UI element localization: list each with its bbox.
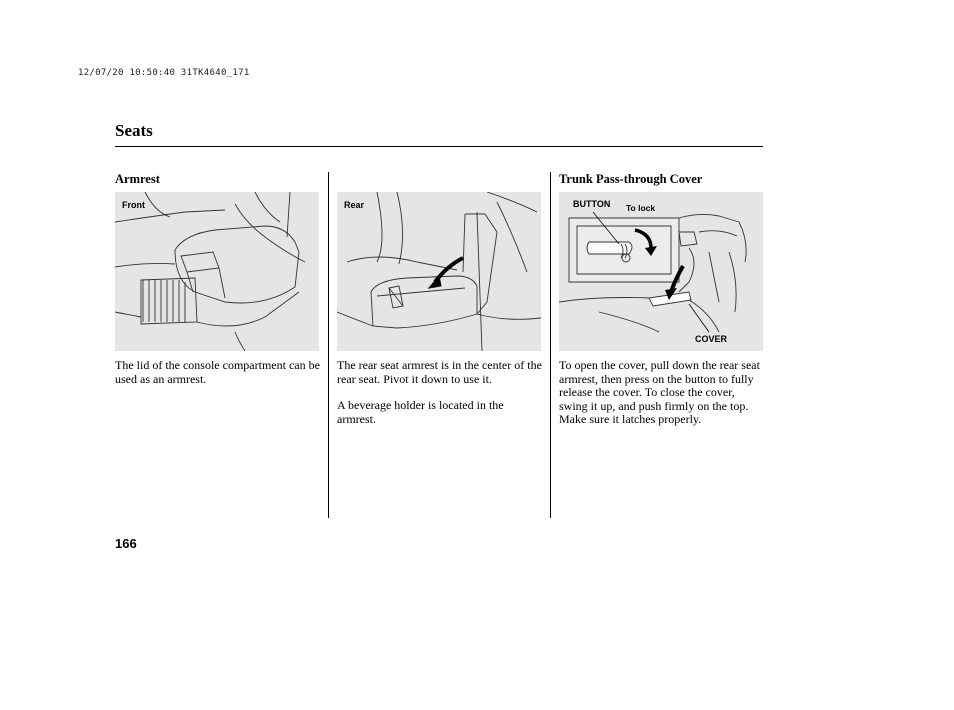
figure-label-front: Front <box>122 200 145 210</box>
column-divider-1 <box>328 172 329 518</box>
figure-label-cover: COVER <box>695 334 728 344</box>
rear-armrest-illustration <box>337 192 541 351</box>
front-armrest-drawing <box>115 192 319 351</box>
figure-label-to-lock: To lock <box>626 203 656 213</box>
armrest-heading: Armrest <box>115 172 160 186</box>
trunk-cover-description <box>559 359 765 427</box>
title-rule <box>115 146 763 147</box>
trunk-cover-paragraph: To open the cover, pull down the rear seat armrest, then press on the button to fully release the cover. To close the cover, swing it up, and push firmly on the top. Make sure it latches properly. <box>559 358 760 426</box>
figure-label-button: BUTTON <box>573 199 611 209</box>
front-armrest-illustration <box>115 192 319 351</box>
rear-armrest-drawing <box>337 192 541 351</box>
trunk-cover-drawing <box>559 192 763 351</box>
trunk-cover-heading: Trunk Pass-through Cover <box>559 172 703 186</box>
armrest-paragraph: The lid of the console compartment can be used as an armrest. <box>115 358 320 386</box>
armrest-description <box>115 359 321 386</box>
page-number: 166 <box>115 536 137 551</box>
rear-armrest-paragraph-2: A beverage holder is located in the armrest. <box>337 398 504 426</box>
page-title: Seats <box>115 121 153 140</box>
figure-label-rear: Rear <box>344 200 365 210</box>
trunk-cover-illustration <box>559 192 763 351</box>
print-stamp: 12/07/20 10:50:40 31TK4640_171 <box>78 68 250 78</box>
rear-armrest-description <box>337 359 543 426</box>
rear-armrest-paragraph-1: The rear seat armrest is in the center of the rear seat. Pivot it down to use it. <box>337 358 542 386</box>
column-divider-2 <box>550 172 551 518</box>
